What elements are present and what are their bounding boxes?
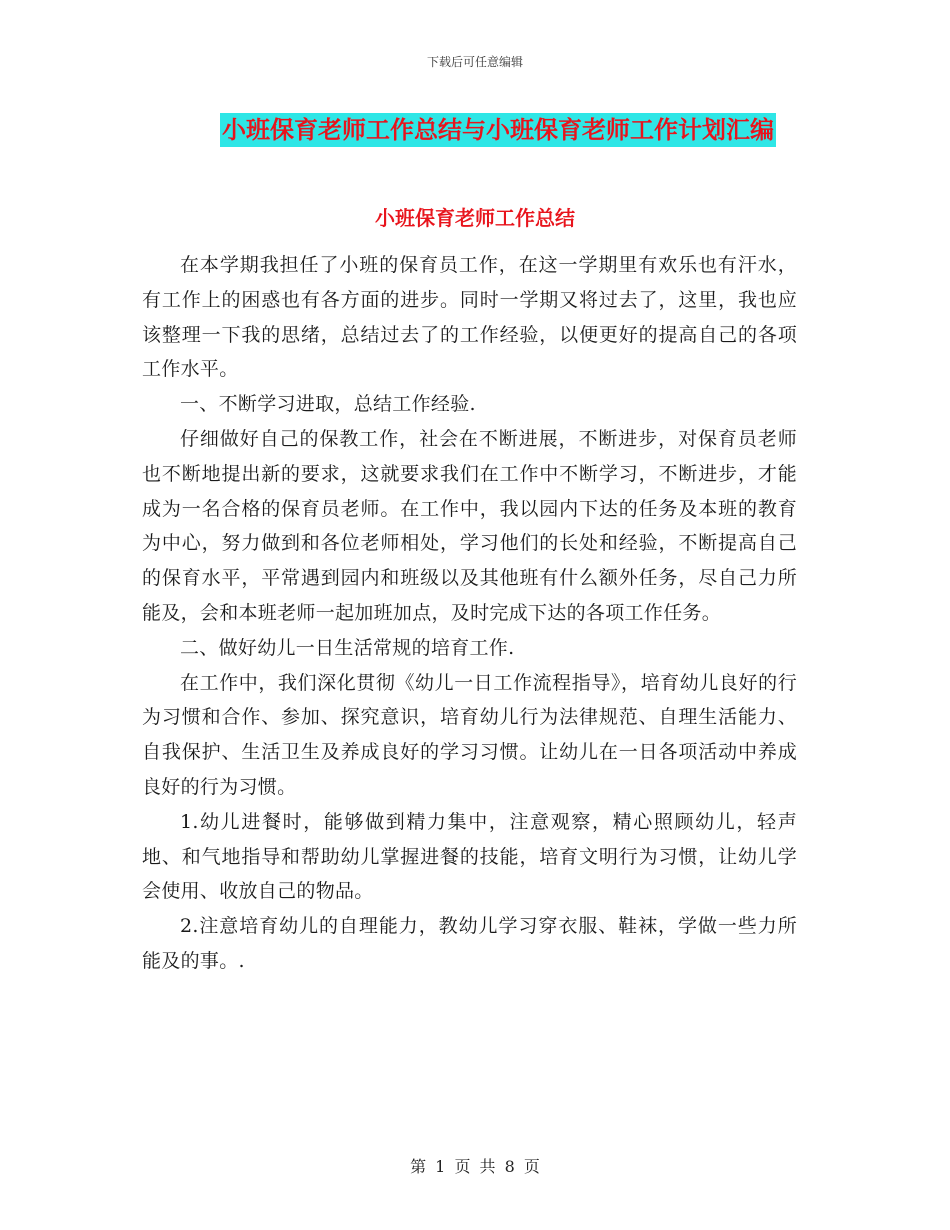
document-title: 小班保育老师工作总结与小班保育老师工作计划汇编 — [220, 113, 776, 147]
heading-section-2: 二、做好幼儿一日生活常规的培育工作. — [180, 636, 515, 659]
list-item-1: 1.幼儿进餐时，能够做到精力集中，注意观察，精心照顾幼儿，轻声地、和气地指导和帮助幼儿掌握进餐的技能，培育文明行为习惯，让幼儿学会使用、收放自己的物品。 — [142, 810, 797, 903]
page-header-note: 下载后可任意编辑 — [426, 55, 523, 69]
heading-section-1: 一、不断学习进取，总结工作经验. — [180, 393, 476, 416]
page-number-footer: 第 1 页 共 8 页 — [410, 1157, 540, 1176]
paragraph-section-1: 仔细做好自己的保教工作，社会在不断进展，不断进步，对保育员老师也不断地提出新的要求，这就要求我们在工作中不断学习，不断进步，才能成为一名合格的保育员老师。在工作中，我以园内下达的任务及本班的教育为中心，努力做到和各位老师相处，学习他们的长处和经验，不断提高自己的保育水平，平常遇到园内和班级以及其他班有什么额外任务，尽自己力所能及，会和本班老师一起加班加点，及时完成下达的各项工作任务。 — [142, 427, 797, 624]
document-title-container — [0, 113, 950, 147]
document-body — [142, 248, 797, 979]
paragraph-intro: 在本学期我担任了小班的保育员工作，在这一学期里有欢乐也有汗水，有工作上的困惑也有各方面的进步。同时一学期又将过去了，这里，我也应该整理一下我的思绪，总结过去了的工作经验，以便更好的提高自己的各项工作水平。 — [142, 254, 797, 381]
section-title: 小班保育老师工作总结 — [375, 206, 575, 230]
paragraph-section-2: 在工作中，我们深化贯彻《幼儿一日工作流程指导》，培育幼儿良好的行为习惯和合作、参加、探究意识，培育幼儿行为法律规范、自理生活能力、自我保护、生活卫生及养成良好的学习习惯。让幼儿在一日各项活动中养成良好的行为习惯。 — [142, 671, 797, 798]
list-item-2: 2.注意培育幼儿的自理能力，教幼儿学习穿衣服、鞋袜，学做一些力所能及的事。. — [142, 915, 797, 972]
